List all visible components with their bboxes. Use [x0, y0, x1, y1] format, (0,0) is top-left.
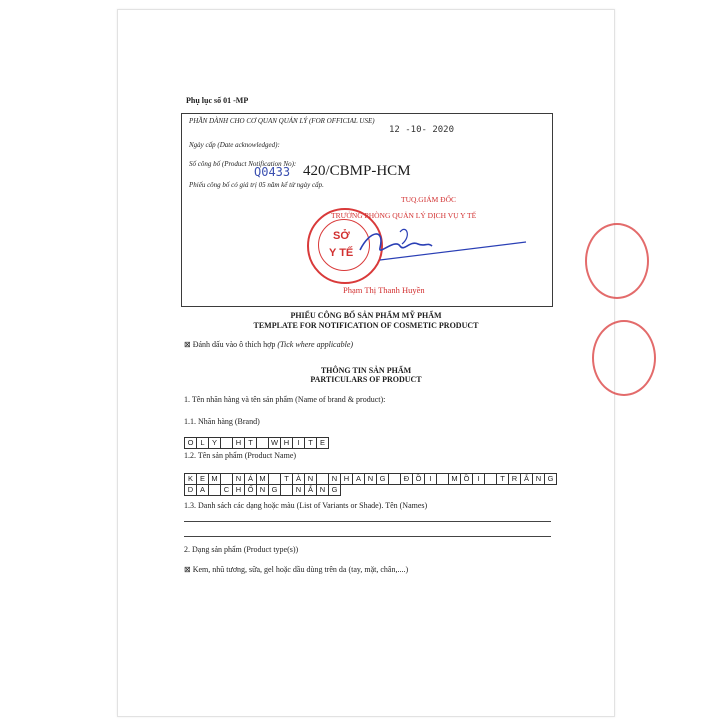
- letter-cell: E: [196, 473, 209, 485]
- letter-cell: Ồ: [412, 473, 425, 485]
- letter-cell: T: [496, 473, 509, 485]
- letter-cell: M: [208, 473, 221, 485]
- letter-cell: M: [448, 473, 461, 485]
- letter-cell: N: [316, 484, 329, 496]
- item-1-2-label: 1.2. Tên sản phẩm (Product Name): [184, 451, 297, 460]
- letter-cell: Ắ: [304, 484, 317, 496]
- partial-stamp-top: [585, 223, 649, 299]
- letter-cell: H: [232, 437, 245, 449]
- letter-cell: W: [268, 437, 281, 449]
- notification-number-typed: Q0433: [254, 165, 291, 179]
- variants-line-2: [184, 536, 551, 537]
- item-1-label: 1. Tên nhãn hàng và tên sản phẩm (Name of brand & product):: [184, 395, 386, 404]
- product-name-row-2: [184, 484, 340, 496]
- brand-cells: [184, 437, 328, 449]
- letter-cell: G: [376, 473, 389, 485]
- title-en: TEMPLATE FOR NOTIFICATION OF COSMETIC PRODUCT: [253, 321, 479, 330]
- letter-cell: I: [292, 437, 305, 449]
- signer-name: Phạm Thị Thanh Huyền: [343, 285, 425, 295]
- letter-cell: I: [424, 473, 437, 485]
- letter-cell: H: [280, 437, 293, 449]
- notification-number-value: 420/CBMP-HCM: [303, 163, 411, 179]
- seal-text-yte: Y TẾ: [329, 247, 354, 259]
- variants-line-1: [184, 521, 551, 522]
- item-1-1-label: 1.1. Nhãn hàng (Brand): [184, 417, 260, 426]
- letter-cell: G: [268, 484, 281, 496]
- tick-note-vi: Đánh dấu vào ô thích hợp: [192, 340, 276, 349]
- letter-cell: D: [184, 484, 197, 496]
- letter-cell: E: [316, 437, 329, 449]
- checkbox-checked-icon: ⊠: [184, 340, 191, 349]
- date-stamp: 12 -10- 2020: [389, 125, 455, 135]
- signer-title-2: TRƯỞNG PHÒNG QUẢN LÝ DỊCH VỤ Y TẾ: [331, 211, 477, 220]
- letter-cell: N: [232, 473, 245, 485]
- letter-cell: A: [352, 473, 365, 485]
- letter-cell: G: [544, 473, 557, 485]
- letter-cell: G: [328, 484, 341, 496]
- letter-cell: T: [304, 437, 317, 449]
- official-use-header: PHẦN DÀNH CHO CƠ QUAN QUẢN LÝ (FOR OFFICIAL USE): [189, 117, 375, 125]
- checkbox-checked-icon: ⊠: [184, 565, 191, 574]
- signature-icon: [340, 220, 530, 270]
- letter-cell: I: [472, 473, 485, 485]
- letter-cell: N: [328, 473, 341, 485]
- section-title-vi: THÔNG TIN SẢN PHẨM: [320, 366, 412, 375]
- title-vi: PHIẾU CÔNG BỐ SẢN PHẨM MỸ PHẨM: [290, 311, 442, 320]
- date-acknowledged-label: Ngày cấp (Date acknowledged):: [189, 141, 280, 149]
- tick-note-en: (Tick where applicable): [277, 340, 354, 349]
- letter-cell: T: [280, 473, 293, 485]
- letter-cell: Á: [244, 473, 257, 485]
- item-2-label: 2. Dạng sản phẩm (Product type(s)): [184, 545, 299, 554]
- validity-note: Phiếu công bố có giá trị 05 năm kể từ ngày cấp.: [189, 181, 324, 189]
- letter-cell: À: [292, 473, 305, 485]
- letter-cell: M: [256, 473, 269, 485]
- letter-cell: Ắ: [520, 473, 533, 485]
- letter-cell: N: [304, 473, 317, 485]
- letter-cell: N: [364, 473, 377, 485]
- letter-cell: O: [184, 437, 197, 449]
- letter-cell: Đ: [400, 473, 413, 485]
- product-type-option-label: Kem, nhũ tương, sữa, gel hoặc dầu dùng trên da (tay, mặt, chân,....): [192, 565, 409, 574]
- letter-cell: N: [256, 484, 269, 496]
- item-1-3-label: 1.3. Danh sách các dạng hoặc màu (List of Variants or Shade). Tên (Names): [184, 501, 428, 510]
- seal-text-so: SỞ: [333, 230, 350, 242]
- letter-cell: Y: [208, 437, 221, 449]
- notification-number-label: Số công bố (Product Notification No):: [189, 160, 297, 168]
- partial-stamp-bottom: [592, 320, 656, 396]
- letter-cell: L: [196, 437, 209, 449]
- letter-cell: C: [220, 484, 233, 496]
- product-type-option: [184, 565, 408, 574]
- section-title-en: PARTICULARS OF PRODUCT: [310, 375, 422, 384]
- letter-cell: Ồ: [460, 473, 473, 485]
- appendix-label: Phụ lục số 01 -MP: [186, 96, 249, 105]
- letter-cell: T: [244, 437, 257, 449]
- letter-cell: Ố: [244, 484, 257, 496]
- letter-cell: H: [232, 484, 245, 496]
- letter-cell: N: [292, 484, 305, 496]
- letter-cell: A: [196, 484, 209, 496]
- letter-cell: H: [340, 473, 353, 485]
- tick-note: [184, 340, 353, 349]
- letter-cell: K: [184, 473, 197, 485]
- letter-cell: R: [508, 473, 521, 485]
- letter-cell: N: [532, 473, 545, 485]
- signer-title-1: TUQ.GIÁM ĐỐC: [401, 195, 456, 204]
